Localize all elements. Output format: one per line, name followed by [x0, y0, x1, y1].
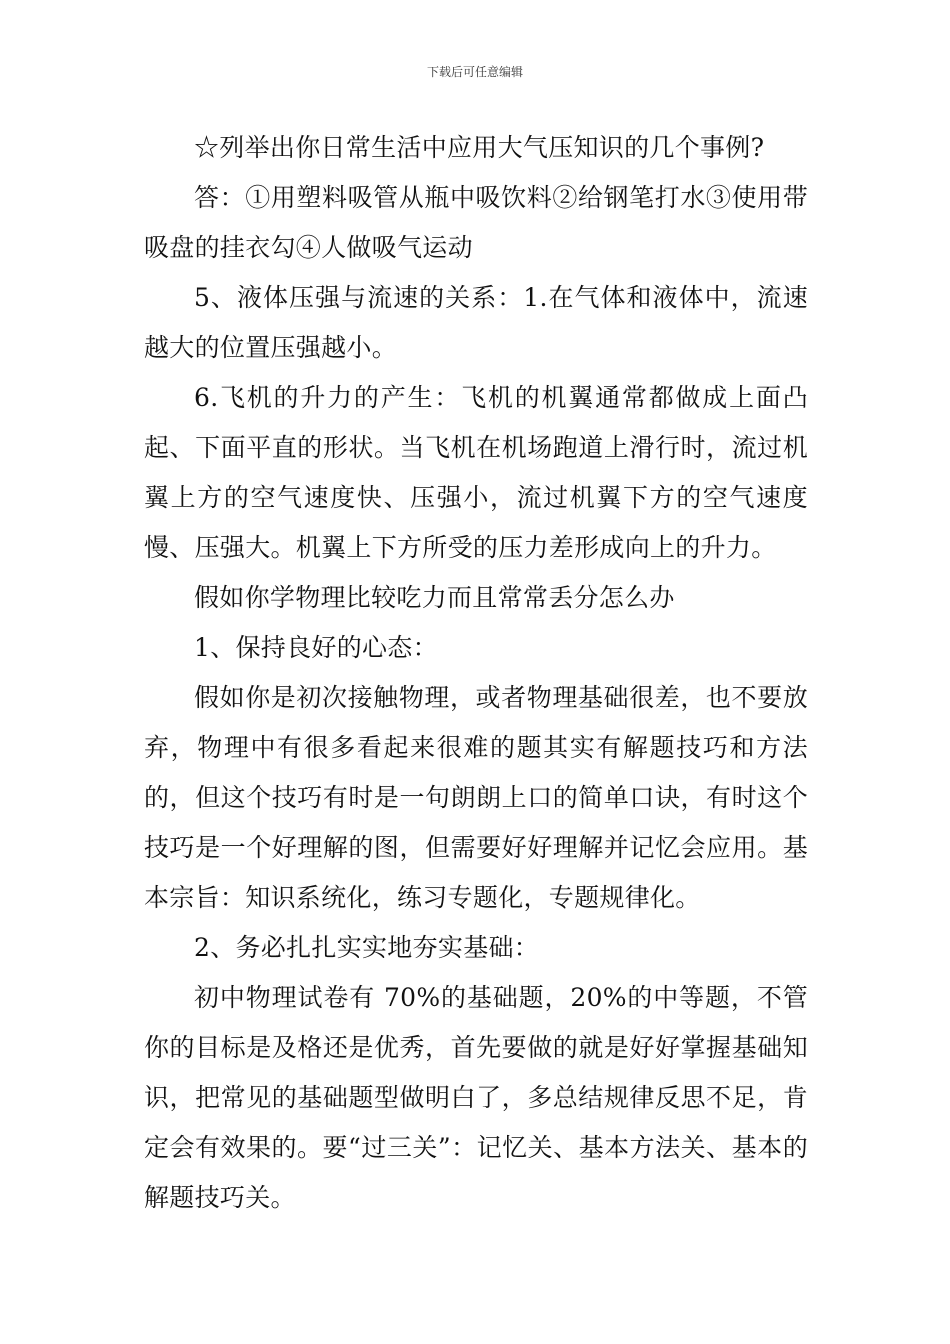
paragraph-lift: 6.飞机的升力的产生：飞机的机翼通常都做成上面凸起、下面平直的形状。当飞机在机场跑道上滑行时，流过机翼上方的空气速度快、压强小，流过机翼下方的空气速度慢、压强大。机翼上下方所受的压力差形成向上的升力。: [144, 383, 808, 562]
paragraph-step-1-body: 假如你是初次接触物理，或者物理基础很差，也不要放弃，物理中有很多看起来很难的题其实有解题技巧和方法的，但这个技巧有时是一句朗朗上口的简单口诀，有时这个技巧是一个好理解的图，但需要好好理解并记忆会应用。基本宗旨：知识系统化，练习专题化，专题规律化。: [144, 683, 808, 912]
document-body: [144, 123, 808, 1223]
paragraph-step-2-body: 初中物理试卷有 70%的基础题，20%的中等题，不管你的目标是及格还是优秀，首先要做的就是好好掌握基础知识，把常见的基础题型做明白了，多总结规律反思不足，肯定会有效果的。要“过三关”：记忆关、基本方法关、基本的解题技巧关。: [144, 983, 808, 1212]
paragraph-pressure-flow: 5、液体压强与流速的关系：1.在气体和液体中，流速越大的位置压强越小。: [144, 283, 808, 362]
paragraph-question: ☆列举出你日常生活中应用大气压知识的几个事例?: [194, 133, 765, 162]
paragraph-step-1-title: 1、保持良好的心态：: [194, 633, 438, 662]
paragraph-step-2-title: 2、务必扎扎实实地夯实基础：: [194, 933, 540, 962]
page-header: 下载后可任意编辑: [426, 65, 523, 79]
paragraph-heading-struggle: 假如你学物理比较吃力而且常常丢分怎么办: [194, 583, 675, 612]
paragraph-answer: 答：①用塑料吸管从瓶中吸饮料②给钢笔打水③使用带吸盘的挂衣勾④人做吸气运动: [144, 183, 808, 262]
